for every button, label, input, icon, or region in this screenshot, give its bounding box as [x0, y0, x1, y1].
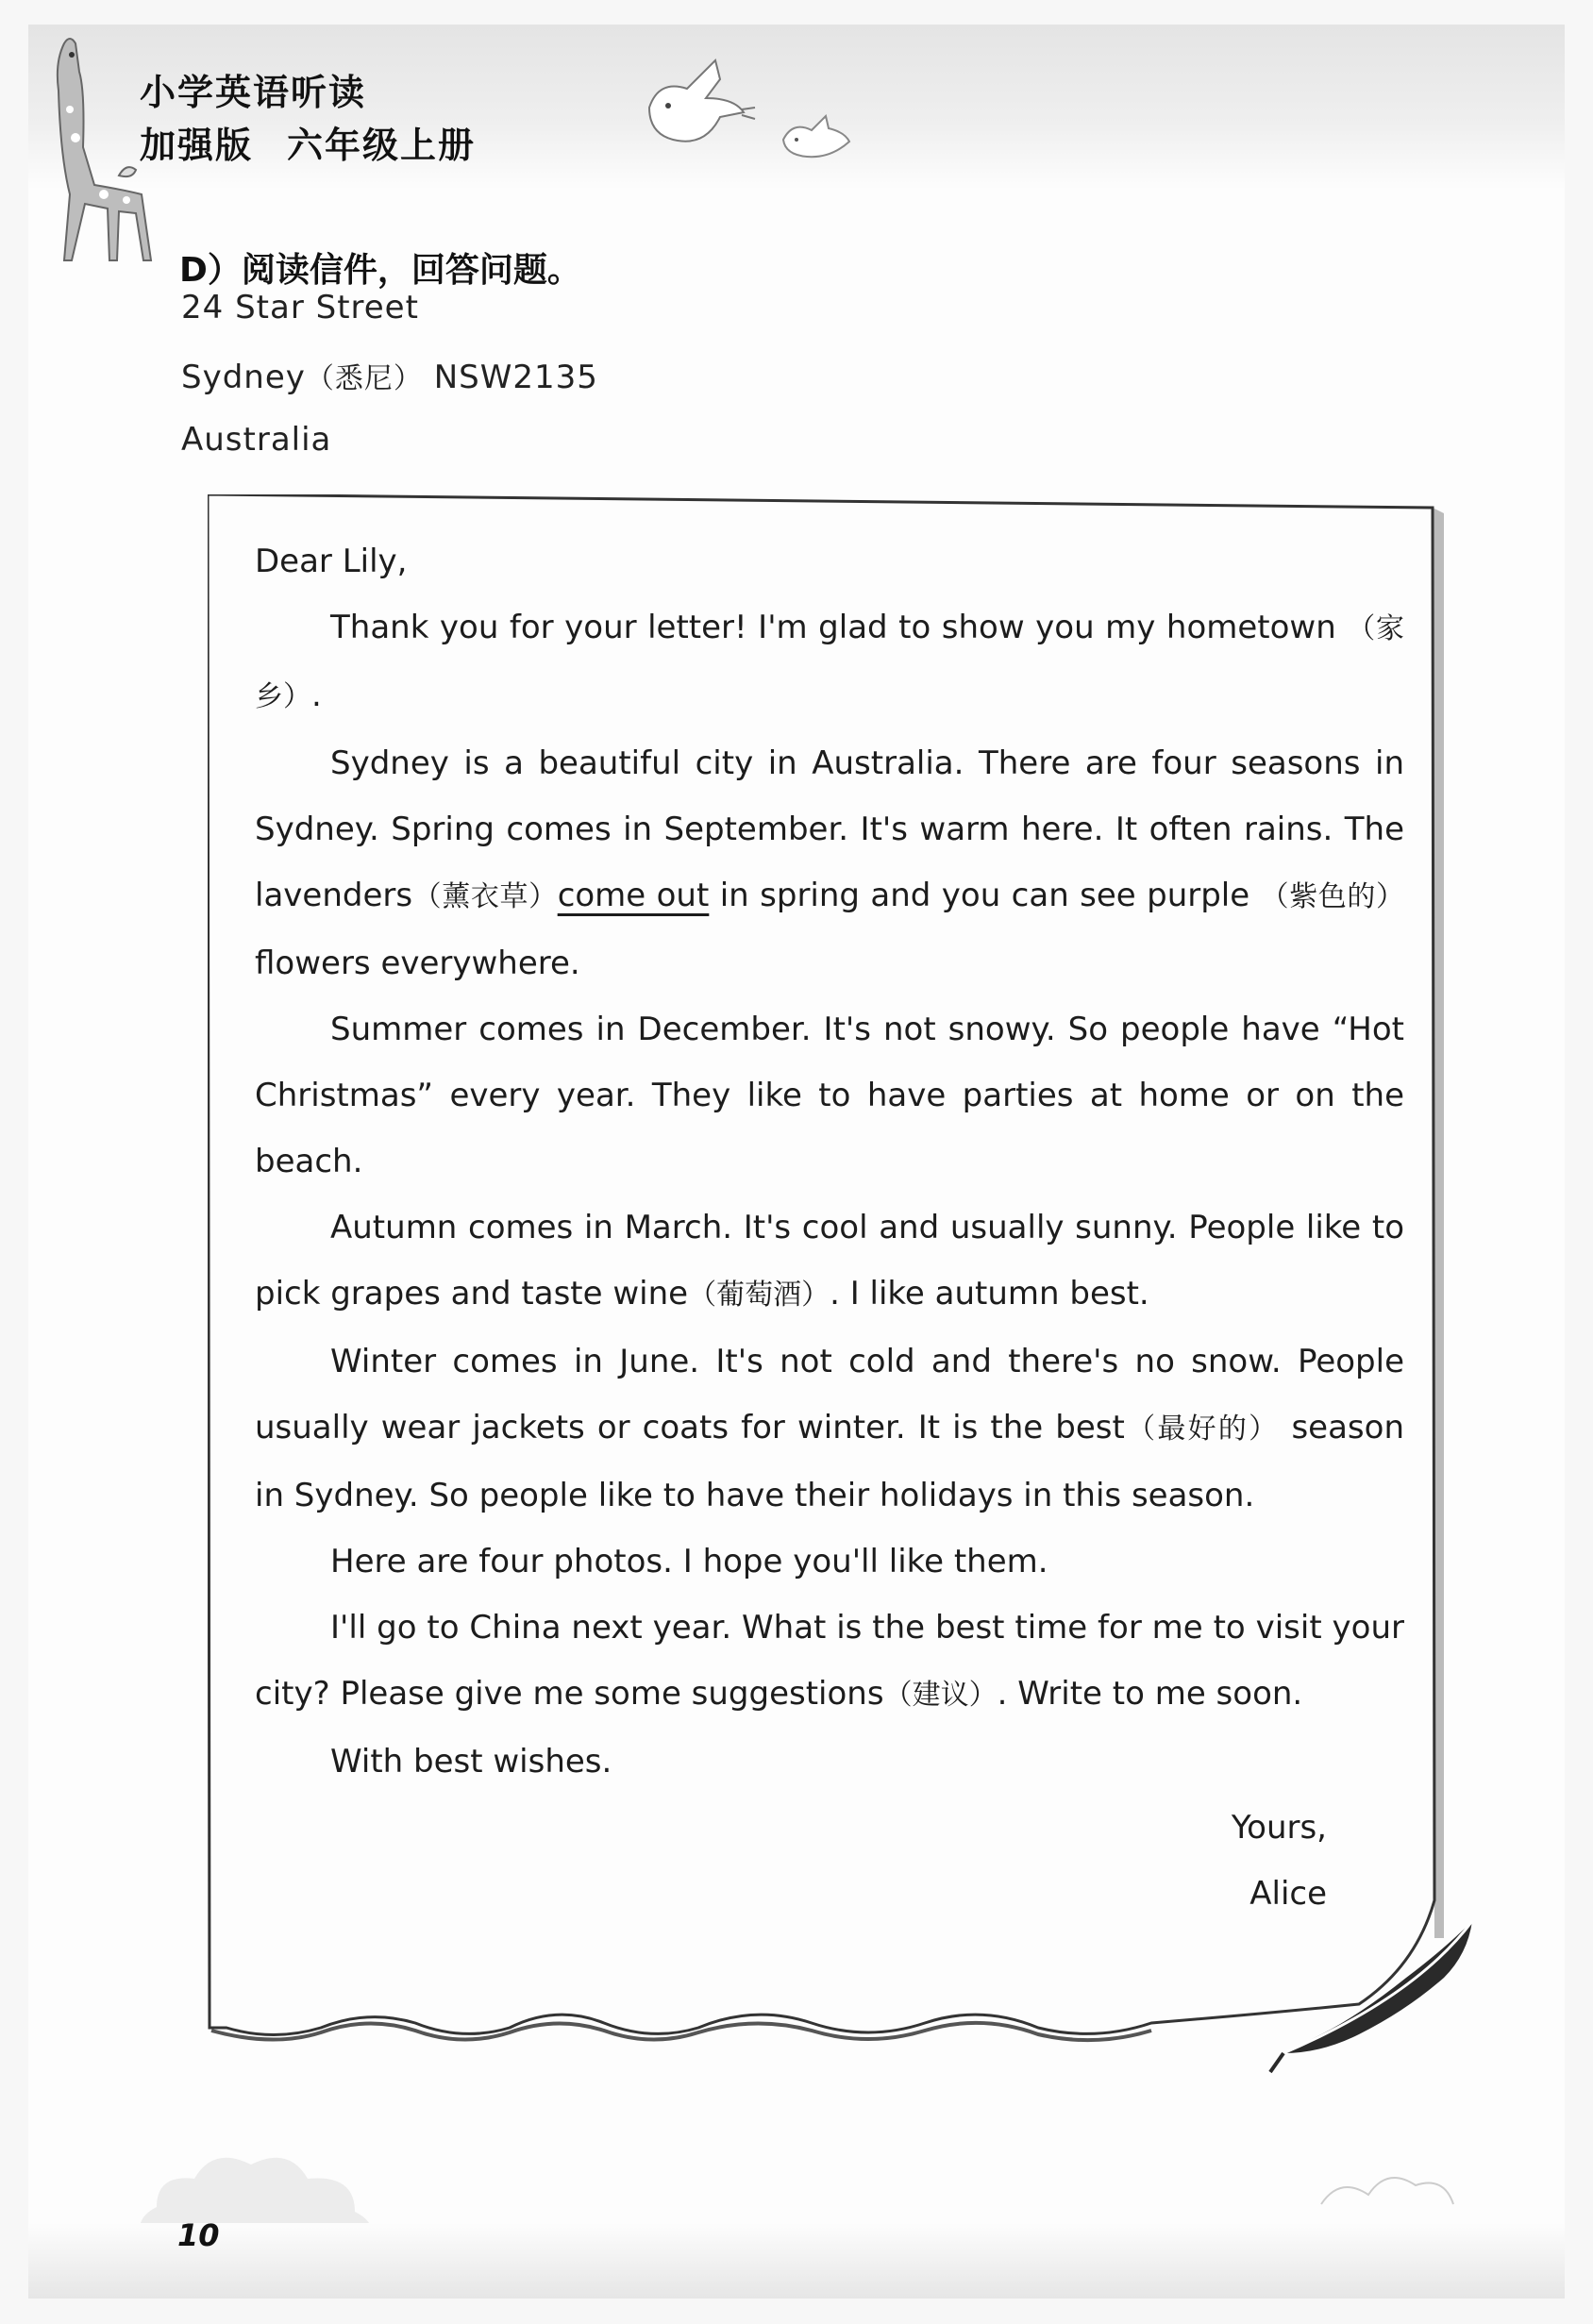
- address-city-cn: （悉尼）: [305, 362, 423, 395]
- book-title: [140, 66, 476, 172]
- p2-text-b: in spring and you can see purple: [709, 877, 1261, 914]
- address-line-3: Australia: [181, 421, 332, 459]
- bird-doodle-decoration: [1302, 2138, 1472, 2232]
- p4-text-a: Autumn comes in March. It's cool and usually sunny. People like to pick grapes and taste wine: [255, 1209, 1404, 1312]
- footer-band: [28, 2223, 1565, 2299]
- p5-text-b: season in Sydney. So people like to have their holidays in this season.: [255, 1409, 1404, 1514]
- p2-text-a: Sydney is a beautiful city in Australia. There are four seasons in Sydney. Spring comes in September. It's warm here. It often rains. The lavenders: [255, 744, 1404, 914]
- section-title: D）阅读信件，回答问题。: [179, 251, 581, 290]
- p2-text-c: flowers everywhere.: [255, 945, 580, 982]
- letter-wishes: With best wishes.: [330, 1743, 612, 1781]
- p4-text-b: . I like autumn best.: [830, 1275, 1149, 1312]
- p4-gloss-wine: （葡萄酒）: [688, 1279, 830, 1312]
- series-name: 小学英语听读: [140, 72, 367, 113]
- letter-signature: Alice: [1249, 1875, 1327, 1913]
- p7-gloss-suggestions: （建议）: [883, 1679, 998, 1712]
- letter-greeting: Dear Lily,: [255, 543, 408, 580]
- p5-text-a: Winter comes in June. It's not cold and there's no snow. People usually wear jackets or coats for winter. It is the best: [255, 1343, 1404, 1446]
- p1-end: .: [311, 677, 322, 714]
- small-bird-illustration: [774, 111, 859, 168]
- letter-paragraph-7: [255, 1595, 1404, 1729]
- p2-underlined-phrase: come out: [557, 877, 710, 914]
- p1-gloss: （家乡）: [255, 612, 1404, 713]
- grade: 六年级上册: [287, 125, 477, 166]
- page-number: 10: [177, 2217, 220, 2253]
- bird-illustration: [630, 51, 763, 155]
- letter-sign-off: Yours,: [1231, 1809, 1327, 1847]
- letter-box: [208, 494, 1444, 2117]
- letter-paragraph-3: Summer comes in December. It's not snowy. So people have “Hot Christmas” every year. They like to have parties at home or on the beach.: [255, 1011, 1404, 1180]
- p1-text: Thank you for your letter! I'm glad to show you my hometown: [330, 609, 1336, 646]
- letter-paragraph-1: [255, 594, 1404, 730]
- address-code: NSW2135: [433, 359, 598, 396]
- address-city: Sydney: [181, 359, 306, 396]
- letter-paragraph-6: Here are four photos. I hope you'll like them.: [330, 1543, 1048, 1580]
- quill-feather-icon: [1265, 1912, 1482, 2082]
- edition-line: [140, 119, 476, 172]
- letter-paragraph-2: [255, 730, 1404, 996]
- address-line-1: 24 Star Street: [181, 289, 419, 326]
- letter-paragraph-4: [255, 1195, 1404, 1329]
- workbook-page: [28, 25, 1565, 2299]
- letter-body: [255, 528, 1404, 1927]
- p2-gloss-lavender: （薰衣草）: [412, 880, 558, 913]
- p2-gloss-purple: （紫色的）: [1260, 880, 1405, 913]
- p7-text-a: I'll go to China next year. What is the best time for me to visit your city? Please give me some suggestions: [255, 1609, 1404, 1713]
- edition: 加强版: [140, 125, 254, 166]
- letter-paragraph-5: [255, 1329, 1404, 1529]
- p5-gloss-best: （最好的）: [1124, 1413, 1280, 1446]
- address-line-2: [181, 355, 598, 396]
- p7-text-b: . Write to me soon.: [997, 1675, 1303, 1713]
